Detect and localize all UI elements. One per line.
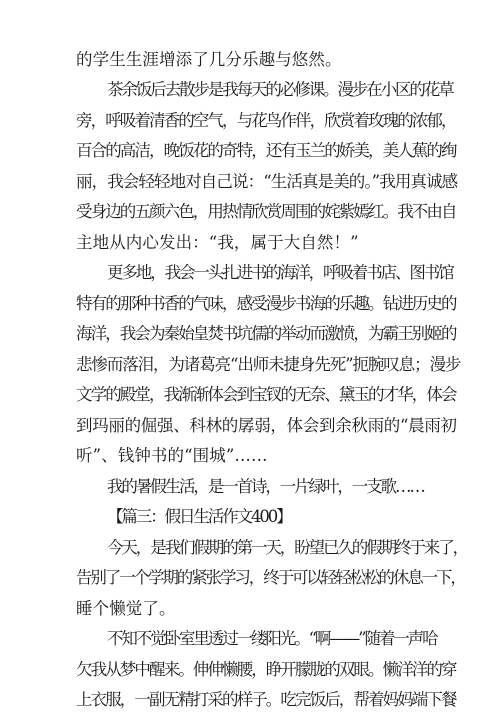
paragraph-line: 到玛丽的倔强、科林的孱弱，体会到余秋雨的“晨雨初 [76, 416, 457, 435]
paragraph-line: 海洋，我会为秦始皇焚书坑儒的举动而激愤，为霸王别姬的 [76, 324, 456, 343]
paragraph-line: 告别了一个学期的紧张学习，终于可以轻轻松松的休息一下， [76, 568, 465, 587]
paragraph-line: 听”、钱钟书的“围城”…… [76, 446, 268, 465]
paragraph-line: 不知不觉卧室里透过一缕阳光。“啊——”随着一声哈 [107, 629, 437, 648]
paragraph-line: 丽，我会轻轻地对自己说：“生活真是美的。”我用真诚感 [76, 172, 458, 191]
paragraph-line: 茶余饭后去散步是我每天的必修课。漫步在小区的花草 [107, 80, 453, 99]
paragraph-line: 受身边的五颜六色，用热情欣赏周围的姹紫嫣红。我不由自 [76, 202, 456, 221]
paragraph-line: 欠我从梦中醒来。伸伸懒腰，睁开朦胧的双眼。懒洋洋的穿 [76, 660, 456, 679]
paragraph-line: 悲惨而落泪，为诸葛亮“出师未捷身先死”扼腕叹息；漫步 [76, 355, 461, 374]
paragraph-line: 今天，是我们假期的第一天，盼望已久的假期终于来了， [107, 538, 468, 557]
paragraph-line: 睡个懒觉了。 [76, 599, 176, 618]
paragraph-line: 更多地，我会一头扎进书的海洋，呼吸着书店、图书馆 [107, 263, 453, 282]
paragraph-line: 特有的那种书香的气味，感受漫步书海的乐趣。钻进历史的 [76, 294, 456, 313]
paragraph-line: 上衣服，一副无精打采的样子。吃完饭后，帮着妈妈端下餐 [76, 690, 456, 709]
paragraph-line: 文学的殿堂，我渐渐体会到宝钗的无奈、黛玉的才华，体会 [76, 385, 456, 404]
paragraph-line: 我的暑假生活，是一首诗，一片绿叶，一支歌…… [107, 477, 424, 496]
paragraph-line: 旁，呼吸着清香的空气，与花鸟作伴，欣赏着玫瑰的浓郁， [76, 111, 456, 130]
paragraph-line: 百合的高洁，晚饭花的奇特，还有玉兰的娇美，美人蕉的绚 [76, 141, 456, 160]
section-heading: 【篇三：假日生活作文400】 [107, 507, 291, 526]
paragraph-line: 主地从内心发出：“我，属于大自然！” [76, 233, 359, 252]
paragraph-line: 的学生生涯增添了几分乐趣与悠然。 [76, 50, 342, 69]
